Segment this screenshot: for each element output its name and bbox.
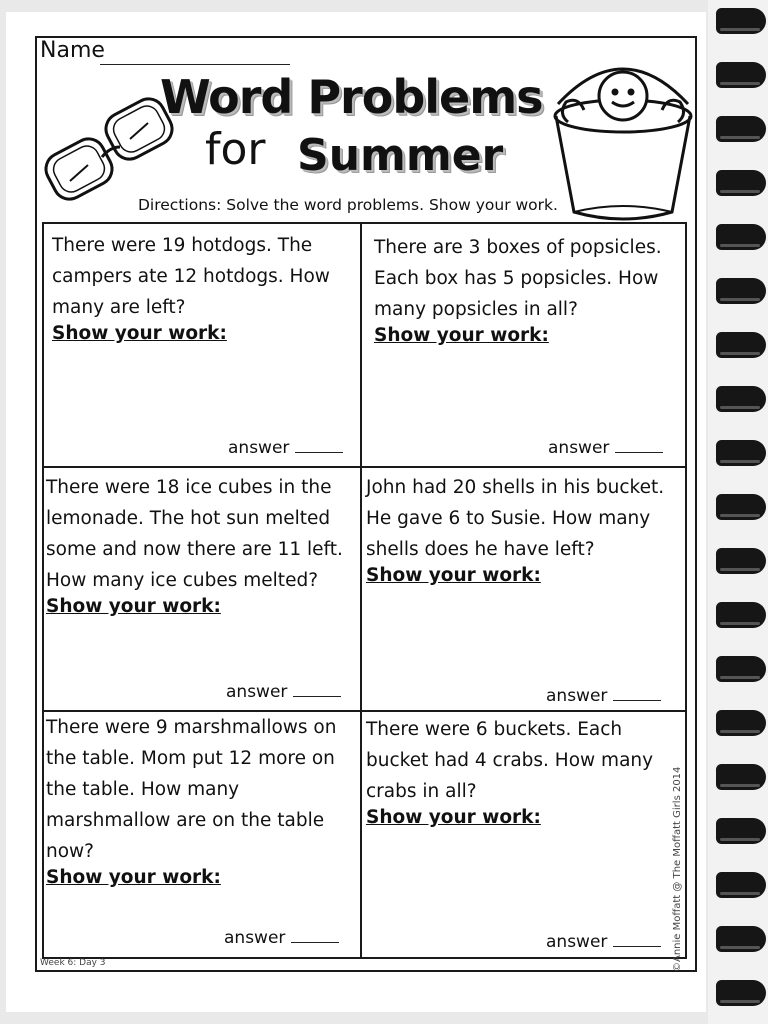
grid-divider-row1: [42, 466, 687, 468]
spiral-ring: [716, 386, 766, 412]
show-work-label: Show your work:: [52, 323, 227, 344]
show-work-label: Show your work:: [366, 807, 541, 828]
problem-cell-4: [366, 472, 676, 586]
show-work-label: Show your work:: [366, 565, 541, 586]
spiral-ring: [716, 440, 766, 466]
problem-text: John had 20 shells in his bucket. He gave 6 to Susie. How many shells does he have left?: [366, 477, 665, 560]
name-label: Name: [40, 38, 105, 63]
answer-line[interactable]: [613, 932, 661, 947]
show-work-label: Show your work:: [374, 325, 549, 346]
show-work-label: Show your work:: [46, 867, 221, 888]
spiral-ring: [716, 980, 766, 1006]
spiral-ring: [716, 764, 766, 790]
problem-text: There were 9 marshmallows on the table. Mom put 12 more on the table. How many marshmallow are on the table now?: [46, 717, 337, 862]
title-for: for: [205, 124, 266, 175]
spiral-ring: [716, 332, 766, 358]
spiral-ring: [716, 548, 766, 574]
bucket-icon: [548, 44, 698, 224]
sunglasses-icon: [40, 95, 180, 215]
problem-cell-5: [46, 712, 356, 888]
spiral-ring: [716, 494, 766, 520]
answer-line[interactable]: [613, 686, 661, 701]
spiral-ring: [716, 170, 766, 196]
answer-label: answer: [226, 682, 288, 702]
spiral-ring: [716, 926, 766, 952]
title-summer: Summer: [297, 130, 504, 181]
directions-text: Directions: Solve the word problems. Show your work.: [138, 196, 558, 214]
answer-label: answer: [546, 932, 608, 952]
answer-field-4[interactable]: [546, 686, 661, 706]
answer-label: answer: [228, 438, 290, 458]
problem-cell-2: [374, 232, 684, 346]
spiral-ring: [716, 116, 766, 142]
name-line: [100, 64, 290, 65]
problem-cell-6: [366, 714, 676, 828]
answer-line[interactable]: [615, 438, 663, 453]
problem-cell-3: [46, 472, 356, 617]
problem-text: There were 18 ice cubes in the lemonade. The hot sun melted some and now there are 11 left. How many ice cubes melted?: [46, 477, 343, 591]
spiral-ring: [716, 278, 766, 304]
spiral-ring: [716, 710, 766, 736]
spiral-ring: [716, 602, 766, 628]
problem-text: There were 19 hotdogs. The campers ate 12 hotdogs. How many are left?: [52, 235, 330, 318]
answer-line[interactable]: [295, 438, 343, 453]
answer-label: answer: [546, 686, 608, 706]
spiral-ring: [716, 62, 766, 88]
spiral-ring: [716, 872, 766, 898]
answer-field-6[interactable]: [546, 932, 661, 952]
spiral-ring: [716, 656, 766, 682]
problem-cell-1: [52, 230, 362, 344]
spiral-ring: [716, 818, 766, 844]
copyright-text: ©Annie Moffatt @ The Moffatt Girls 2014: [672, 766, 683, 972]
answer-line[interactable]: [293, 682, 341, 697]
spiral-ring: [716, 8, 766, 34]
answer-field-2[interactable]: [548, 438, 663, 458]
answer-field-5[interactable]: [224, 928, 339, 948]
week-day-label: Week 6: Day 3: [40, 958, 106, 968]
spiral-ring: [716, 224, 766, 250]
problem-text: There are 3 boxes of popsicles. Each box has 5 popsicles. How many popsicles in all?: [374, 237, 662, 320]
show-work-label: Show your work:: [46, 596, 221, 617]
problem-text: There were 6 buckets. Each bucket had 4 crabs. How many crabs in all?: [366, 719, 654, 802]
answer-field-3[interactable]: [226, 682, 341, 702]
answer-label: answer: [224, 928, 286, 948]
answer-line[interactable]: [291, 928, 339, 943]
answer-label: answer: [548, 438, 610, 458]
title-word-problems: Word Problems: [160, 70, 543, 124]
answer-field-1[interactable]: [228, 438, 343, 458]
